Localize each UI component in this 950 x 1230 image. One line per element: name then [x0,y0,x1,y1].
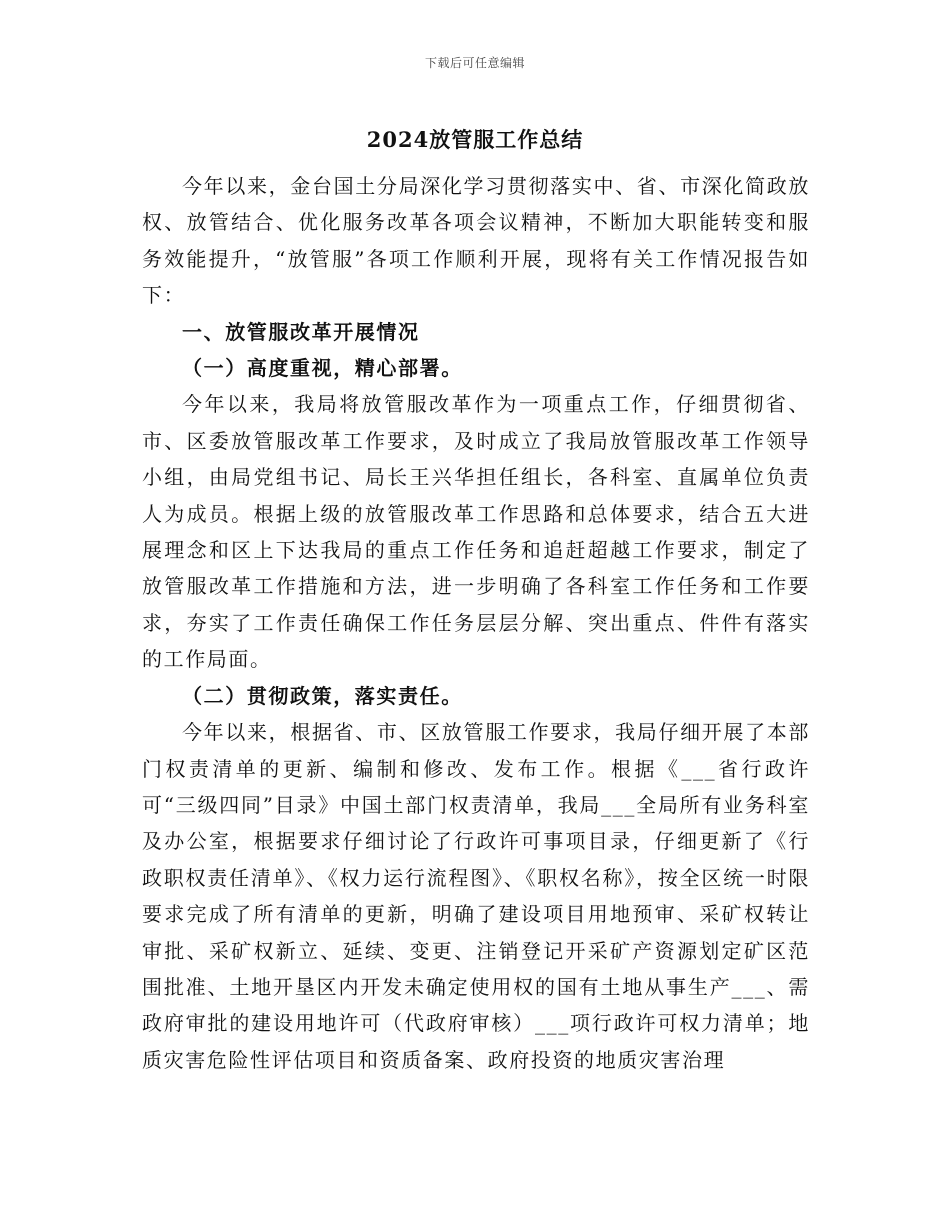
subsection-paragraph: 今年以来，我局将放管服改革作为一项重点工作，仔细贯彻省、市、区委放管服改革工作要求，及时成立了我局放管服改革工作领导小组，由局党组书记、局长王兴华担任组长，各科室、直属单位负责人为成员。根据上级的放管服改革工作思路和总体要求，结合五大进展理念和区上下达我局的重点工作任务和追赶超越工作要求，制定了放管服改革工作措施和方法，进一步明确了各科室工作任务和工作要求，夯实了工作责任确保工作任务层层分解、突出重点、件件有落实的工作局面。 [142,392,810,672]
section-heading: 一、放管服改革开展情况 [182,319,420,344]
document-body [142,168,810,1078]
header-note: 下载后可任意编辑 [424,56,525,70]
subsection-heading: （一）高度重视，精心部署。 [182,356,463,381]
intro-paragraph: 今年以来，金台国土分局深化学习贯彻落实中、省、市深化简政放权、放管结合、优化服务改革各项会议精神，不断加大职能转变和服务效能提升，“放管服”各项工作顺利开展，现将有关工作情况报告如下： [142,174,810,308]
subsection-paragraph: 今年以来，根据省、市、区放管服工作要求，我局仔细开展了本部门权责清单的更新、编制和修改、发布工作。根据《___省行政许可“三级四同”目录》中国土部门权责清单，我局___全局所有业务科室及办公室，根据要求仔细讨论了行政许可事项目录，仔细更新了《行政职权责任清单》、《权力运行流程图》、《职权名称》，按全区统一时限要求完成了所有清单的更新，明确了建设项目用地预审、采矿权转让审批、采矿权新立、延续、变更、注销登记开采矿产资源划定矿区范围批准、土地开垦区内开发未确定使用权的国有土地从事生产___、需政府审批的建设用地许可（代政府审核）___项行政许可权力清单；地质灾害危险性评估项目和资质备案、政府投资的地质灾害治理 [142,720,810,1072]
page-title: 2024放管服工作总结 [366,127,584,152]
subsection-heading: （二）贯彻政策，落实责任。 [182,683,463,708]
